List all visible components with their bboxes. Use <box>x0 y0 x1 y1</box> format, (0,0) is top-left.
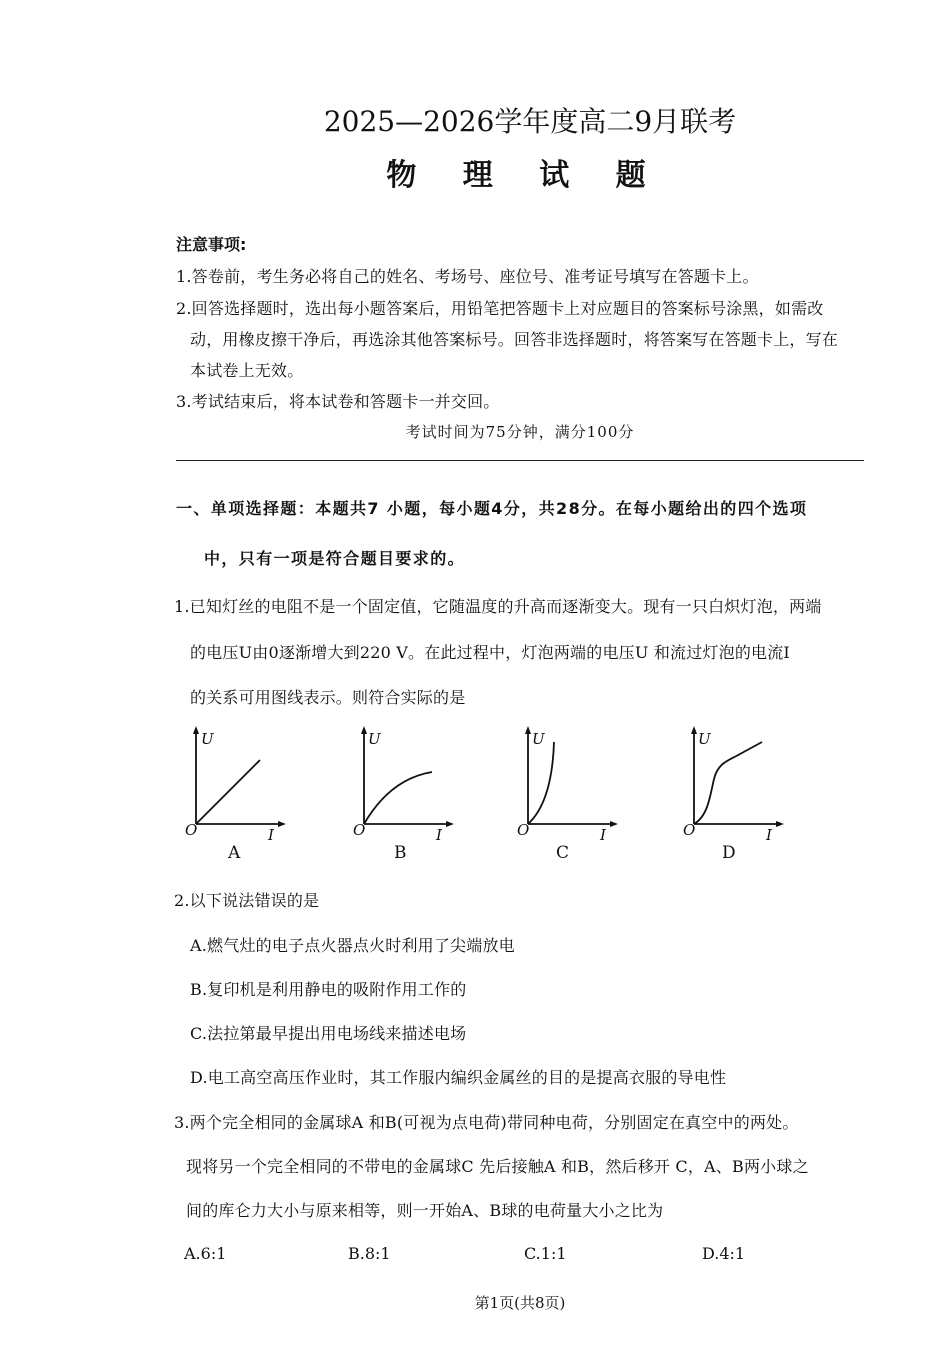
section-1-heading-line-2: 中，只有一项是符合题目要求的。 <box>204 549 466 568</box>
graph-b-label: B <box>394 843 407 863</box>
section-1-heading: 一、单项选择题：本题共7 小题，每小题4分，共28分。在每小题给出的四个选项 <box>176 499 808 518</box>
notice-heading: 注意事项: <box>176 235 247 254</box>
time-info: 考试时间为75分钟，满分100分 <box>405 423 635 441</box>
graph-a-curve <box>196 760 260 824</box>
graph-b-origin: O <box>353 821 366 839</box>
q1-graph-a <box>182 724 292 848</box>
q2-stem: 2.以下说法错误的是 <box>174 891 320 910</box>
page-number: 第1页(共8页) <box>474 1294 566 1312</box>
q1-graph-c <box>514 724 624 848</box>
graph-d-axis-u: U <box>698 730 711 748</box>
graph-b-axis-u: U <box>368 730 381 748</box>
q1-graph-d <box>680 724 790 848</box>
graph-d-label: D <box>722 843 736 863</box>
graph-c-origin: O <box>517 821 530 839</box>
q2-option-b: B.复印机是利用静电的吸附作用工作的 <box>190 980 467 999</box>
graph-a-label: A <box>228 843 241 863</box>
graph-d-curve <box>694 742 762 824</box>
subject-title: 物 理 试 题 <box>386 158 664 193</box>
notice-item-2-line-1: 2.回答选择题时，选出每小题答案后，用铅笔把答题卡上对应题目的答案标号涂黑，如需改 <box>176 299 824 318</box>
graph-c-axis-i: I <box>600 826 606 844</box>
notice-item-3: 3.考试结束后，将本试卷和答题卡一并交回。 <box>176 392 500 411</box>
notice-item-2-line-3: 本试卷上无效。 <box>190 361 304 380</box>
q1-line-2: 的电压U由0逐渐增大到220 V。在此过程中，灯泡两端的电压U 和流过灯泡的电流I <box>190 643 790 662</box>
graph-d-axis-i: I <box>766 826 772 844</box>
q3-option-a: A.6:1 <box>184 1244 227 1263</box>
q2-option-c: C.法拉第最早提出用电场线来描述电场 <box>190 1024 467 1043</box>
graph-b-curve <box>364 772 432 824</box>
notice-item-2-line-2: 动，用橡皮擦干净后，再选涂其他答案标号。回答非选择题时，将答案写在答题卡上，写在 <box>190 330 839 349</box>
q2-option-a: A.燃气灶的电子点火器点火时利用了尖端放电 <box>190 936 515 955</box>
graph-c-axis-u: U <box>532 730 545 748</box>
q3-option-d: D.4:1 <box>702 1244 746 1263</box>
graph-d-origin: O <box>683 821 696 839</box>
q3-option-b: B.8:1 <box>348 1244 391 1263</box>
exam-title: 2025—2026学年度高二9月联考 <box>323 105 737 138</box>
q2-option-d: D.电工高空高压作业时，其工作服内编织金属丝的目的是提高衣服的导电性 <box>190 1068 727 1087</box>
graph-a-axis-i: I <box>268 826 274 844</box>
notice-item-1: 1.答卷前，考生务必将自己的姓名、考场号、座位号、准考证号填写在答题卡上。 <box>176 267 759 286</box>
q3-line-2: 现将另一个完全相同的不带电的金属球C 先后接触A 和B，然后移开 C，A、B两小球之 <box>186 1157 809 1176</box>
graph-a-axis-u: U <box>201 730 214 748</box>
q1-line-3: 的关系可用图线表示。则符合实际的是 <box>190 688 466 707</box>
q1-graph-b <box>350 724 460 848</box>
graph-b-axis-i: I <box>436 826 442 844</box>
q1-line-1: 1.已知灯丝的电阻不是一个固定值，它随温度的升高而逐渐变大。现有一只白炽灯泡，两端 <box>174 597 822 616</box>
graph-c-label: C <box>556 843 570 863</box>
q3-option-c: C.1:1 <box>524 1244 567 1263</box>
graph-c-curve <box>528 742 554 824</box>
divider-line <box>176 460 864 461</box>
q3-line-3: 间的库仑力大小与原来相等，则一开始A、B球的电荷量大小之比为 <box>186 1201 664 1220</box>
graph-a-origin: O <box>185 821 198 839</box>
q3-line-1: 3.两个完全相同的金属球A 和B(可视为点电荷)带同种电荷，分别固定在真空中的两处。 <box>174 1113 799 1132</box>
